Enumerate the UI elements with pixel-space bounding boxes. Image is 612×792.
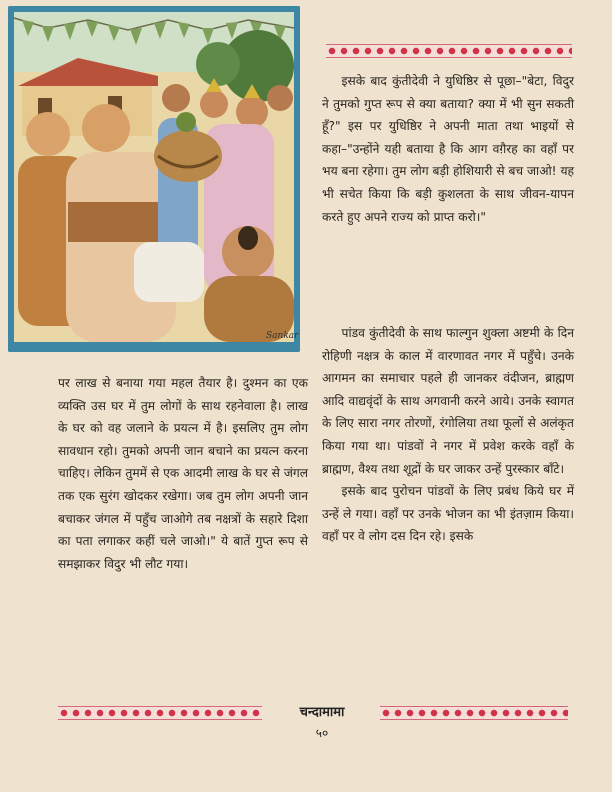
text-column-left [58, 372, 308, 575]
text-column-right-top [322, 70, 574, 228]
magazine-title: चन्दामामा [299, 705, 345, 720]
artist-signature: Sankar [266, 331, 299, 341]
decorative-border-footer-right [380, 706, 568, 720]
text-column-right-bottom [322, 322, 574, 548]
paragraph: पर लाख से बनाया गया महल तैयार है। दुश्मन का एक व्यक्ति उस घर में तुम लोगों के साथ रहनेवाला है। लाख के घर को वह जलाने के प्रयत्न में है। इसलिए तुम लोग सावधान रहो। तुमको अपनी जान बचाने का प्रयत्न करना चाहिए। लेकिन तुममें से एक आदमी लाख के घर से जंगल तक एक सुरंग खोदकर रखेगा। जब तुम लोग अपनी जान बचाकर जंगल में पहुँच जाओगे तब नक्षत्रों के सहारे दिशा का पता लगाकर कहीं चले जाओ।" ये बातें गुप्त रूप से समझाकर विदुर भी लौट गया। [58, 376, 308, 571]
decorative-border-footer-left [58, 706, 262, 720]
story-illustration [8, 6, 300, 352]
paragraph: इसके बाद कुंतीदेवी ने युधिष्ठिर से पूछा–"बेटा, विदुर ने तुमको गुप्त रूप से क्या बताया? क्या में भी सुन सकती हूँ?" इस पर युधिष्ठिर ने अपनी माता तथा भाइयों से कहा–"उन्होंने यही बताया है कि आग वग़ैरह का वहाँ पर भय बना रहेगा। तुम लोग बड़ी होशियारी से बच जाओ! यह भी सचेत किया कि बड़ी कुशलता के साथ जीवन-यापन करते हुए अपने राज्य को प्राप्त करो।" [322, 74, 574, 224]
paragraph: पांडव कुंतीदेवी के साथ फाल्गुन शुक्ला अष्टमी के दिन रोहिणी नक्षत्र के काल में वारणावत नगर में पहुँचे। उनके आगमन का समाचार पहले ही जानकर वंदीजन, ब्राह्मण आदि वाद्यवृंदों के साथ अगवानी करने आये। उनके स्वागत के लिए सारा नगर तोरणों, रंगोलिया तथा फूलों से अलंकृत किया गया था। पांडवों ने नगर में प्रवेश करके वहाँ के ब्राह्मण, वैश्य तथा शूद्रों के घर जाकर उन्हें पुरस्कार बाँटे। [322, 326, 574, 476]
decorative-border-top [326, 44, 572, 58]
paragraph: इसके बाद पुरोचन पांडवों के लिए प्रबंध किये घर में उन्हें ले गया। वहाँ पर उनके भोजन का भी इंतज़ाम किया। वहाँ पर वे लोग दस दिन रहे। इसके [322, 484, 574, 544]
epic-scene-illustration [8, 6, 300, 352]
page-number: ५० [315, 726, 329, 740]
